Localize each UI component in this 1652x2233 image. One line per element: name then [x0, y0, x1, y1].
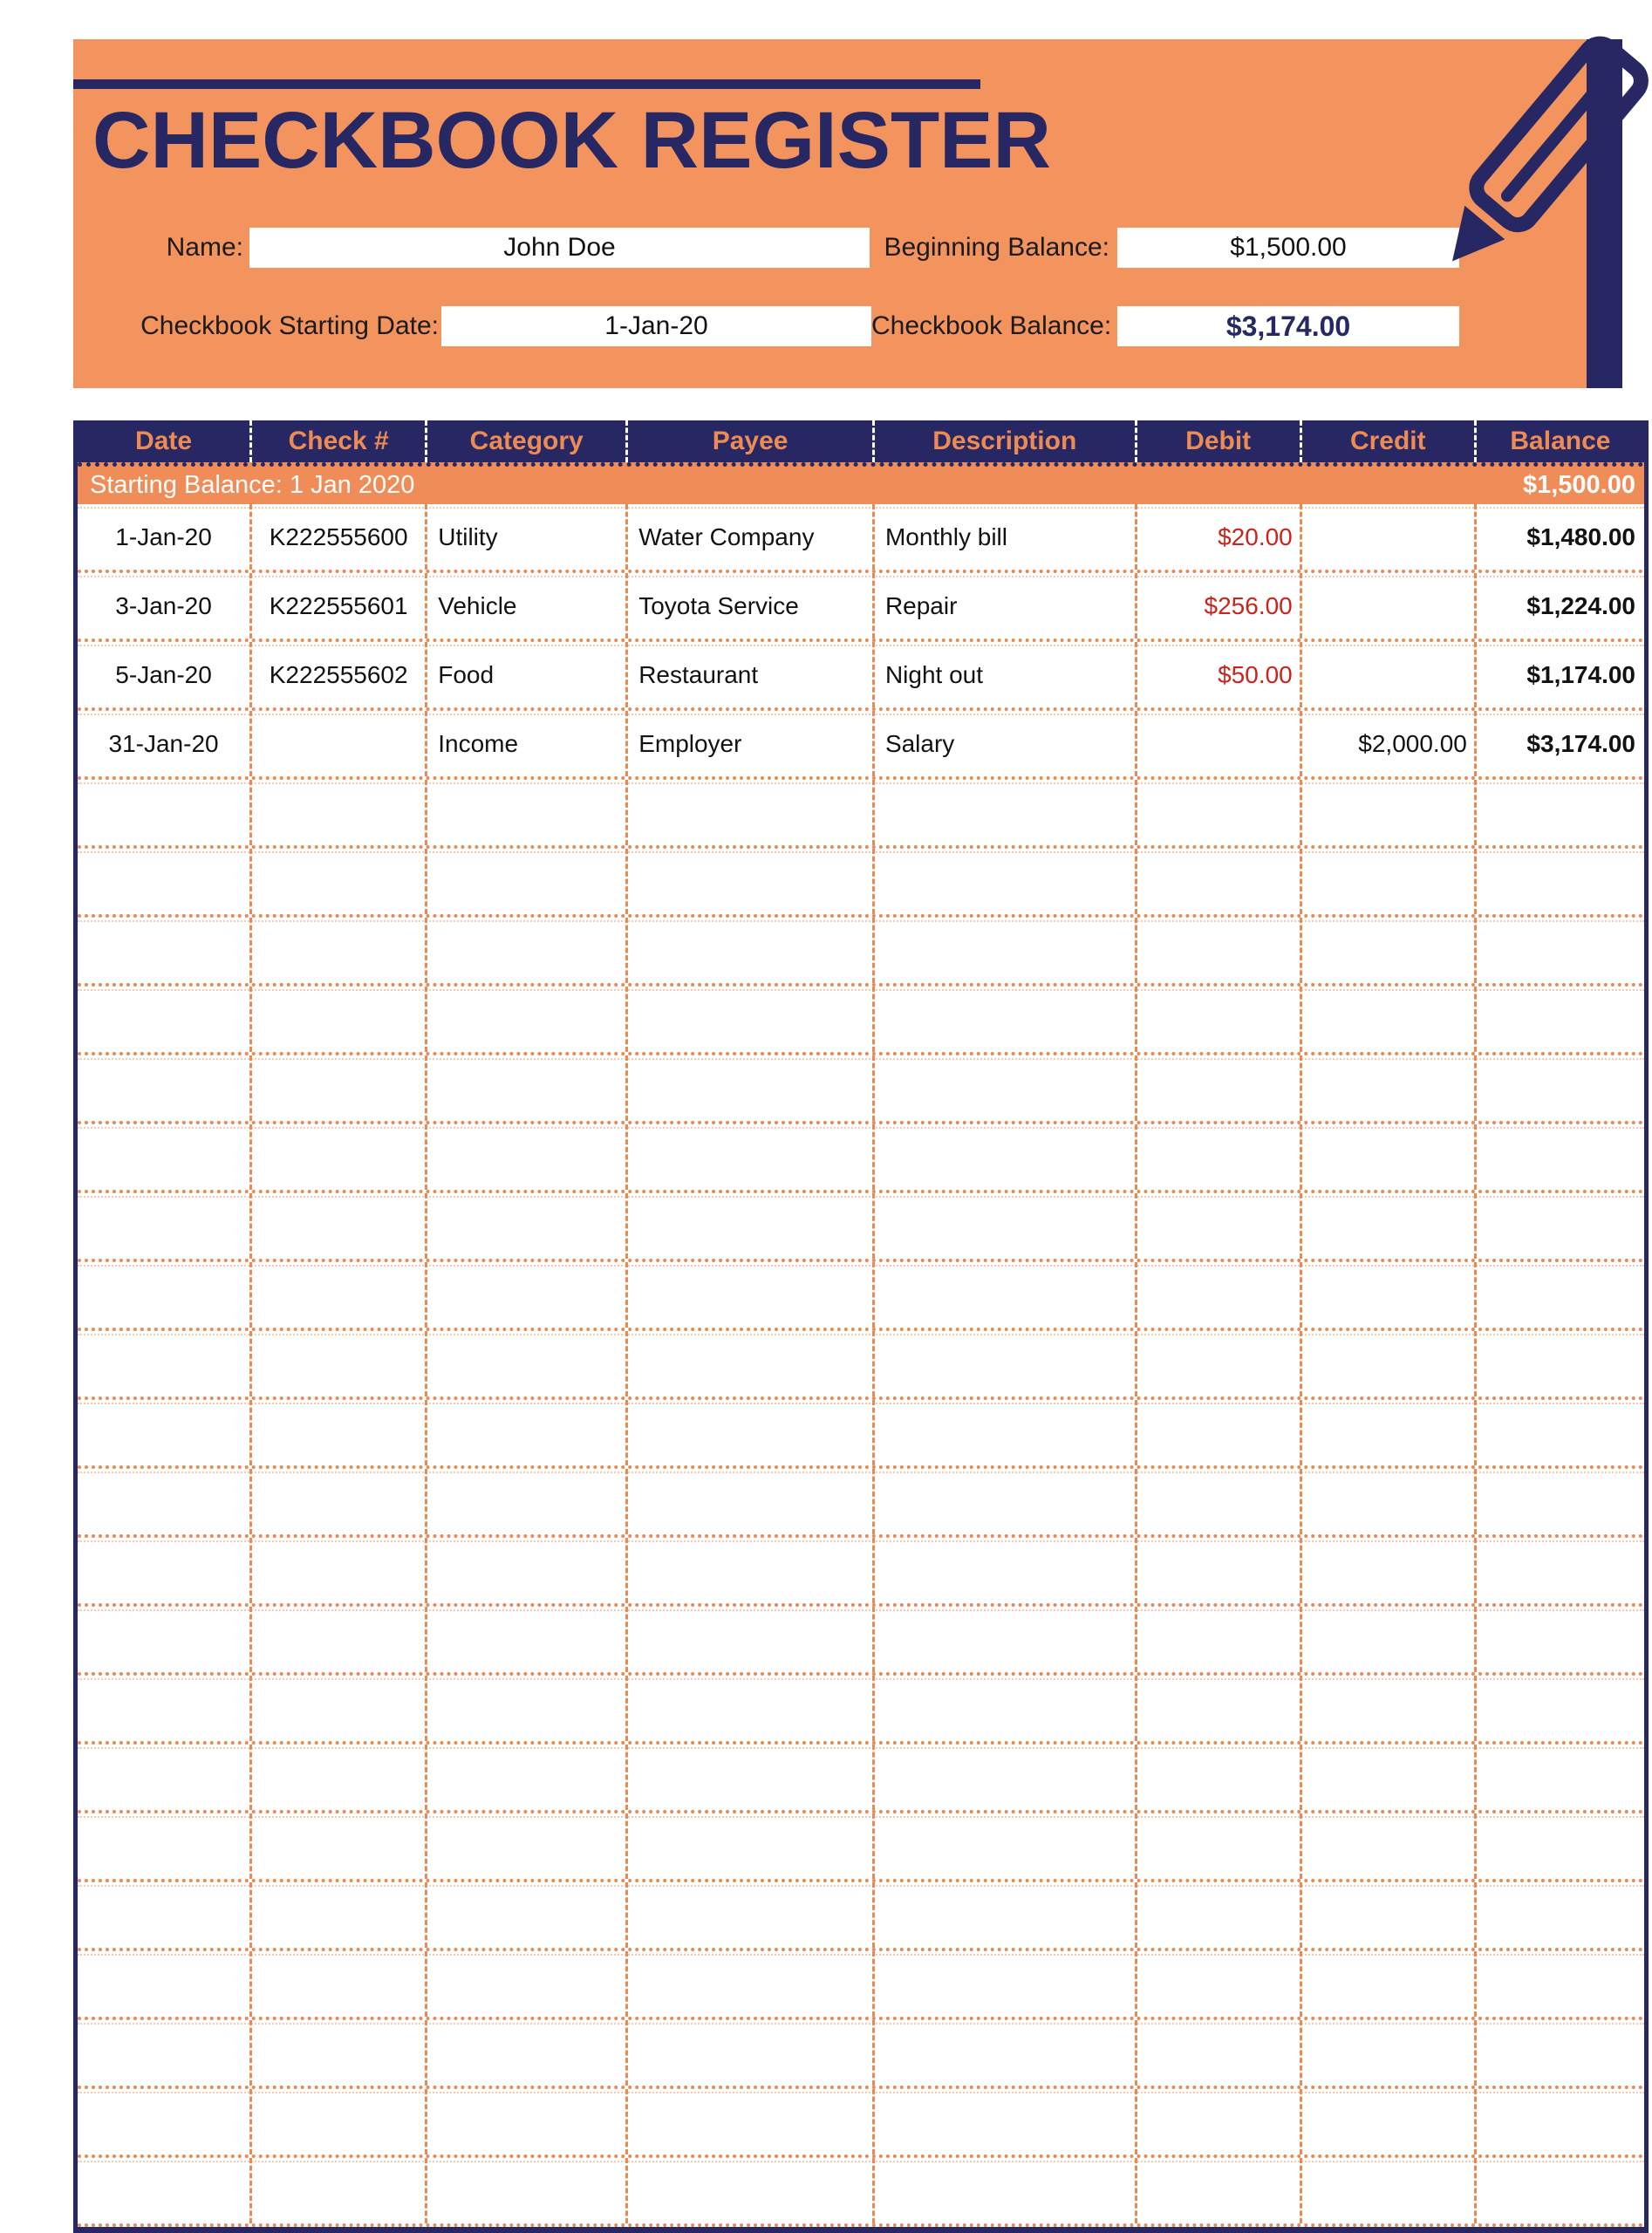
empty-debit-cell[interactable] [1135, 2089, 1300, 2154]
empty-payee-cell[interactable] [625, 1469, 872, 1534]
empty-balance-cell[interactable] [1474, 2089, 1644, 2154]
empty-register-row [78, 1538, 1644, 1607]
empty-register-row [78, 1124, 1644, 1193]
empty-date-cell[interactable] [78, 780, 249, 845]
empty-payee-cell[interactable] [625, 1676, 872, 1741]
empty-credit-cell[interactable] [1300, 780, 1474, 845]
check-cell[interactable] [249, 711, 425, 776]
beginning-balance-label: Beginning Balance: [884, 233, 1109, 262]
empty-category-cell[interactable] [425, 2158, 625, 2223]
description-cell[interactable]: Salary [872, 711, 1135, 776]
category-cell[interactable]: Vehicle [425, 573, 625, 638]
empty-check-cell[interactable] [249, 987, 425, 1052]
empty-debit-cell[interactable] [1135, 918, 1300, 983]
empty-payee-cell[interactable] [625, 2158, 872, 2223]
empty-category-cell[interactable] [425, 2089, 625, 2154]
empty-credit-cell[interactable] [1300, 1607, 1474, 1672]
description-cell[interactable]: Repair [872, 573, 1135, 638]
empty-category-cell[interactable] [425, 1882, 625, 1948]
empty-balance-cell[interactable] [1474, 1882, 1644, 1948]
empty-description-cell[interactable] [872, 918, 1135, 983]
empty-category-cell[interactable] [425, 1193, 625, 1259]
empty-payee-cell[interactable] [625, 1400, 872, 1465]
empty-credit-cell[interactable] [1300, 2020, 1474, 2086]
empty-debit-cell[interactable] [1135, 1538, 1300, 1603]
checkbook-balance-label: Checkbook Balance: [871, 311, 1112, 340]
empty-date-cell[interactable] [78, 1745, 249, 1810]
register-row [78, 711, 1644, 780]
empty-category-cell[interactable] [425, 849, 625, 914]
description-cell[interactable]: Monthly bill [872, 504, 1135, 570]
empty-category-cell[interactable] [425, 780, 625, 845]
empty-debit-cell[interactable] [1135, 1951, 1300, 2017]
empty-date-cell[interactable] [78, 1538, 249, 1603]
empty-date-cell[interactable] [78, 2020, 249, 2086]
column-header-credit: Credit [1300, 420, 1474, 462]
empty-check-cell[interactable] [249, 1400, 425, 1465]
table-header-row [78, 420, 1644, 462]
empty-debit-cell[interactable] [1135, 1124, 1300, 1190]
starting-balance-row [78, 462, 1644, 504]
checkbook-balance-field[interactable] [1117, 306, 1459, 346]
empty-description-cell[interactable] [872, 780, 1135, 845]
empty-payee-cell[interactable] [625, 987, 872, 1052]
empty-debit-cell[interactable] [1135, 1469, 1300, 1534]
empty-register-row [78, 1262, 1644, 1331]
empty-payee-cell[interactable] [625, 1882, 872, 1948]
empty-credit-cell[interactable] [1300, 849, 1474, 914]
empty-register-row [78, 918, 1644, 987]
empty-description-cell[interactable] [872, 2158, 1135, 2223]
payee-cell[interactable]: Toyota Service [625, 573, 872, 638]
empty-credit-cell[interactable] [1300, 2158, 1474, 2223]
empty-balance-cell[interactable] [1474, 849, 1644, 914]
empty-check-cell[interactable] [249, 1745, 425, 1810]
name-label: Name: [166, 233, 243, 262]
empty-description-cell[interactable] [872, 1882, 1135, 1948]
empty-check-cell[interactable] [249, 918, 425, 983]
payee-cell[interactable]: Restaurant [625, 642, 872, 707]
date-cell[interactable]: 5-Jan-20 [115, 660, 212, 688]
empty-description-cell[interactable] [872, 1951, 1135, 2017]
empty-check-cell[interactable] [249, 1951, 425, 2017]
empty-category-cell[interactable] [425, 1400, 625, 1465]
payee-cell[interactable]: Water Company [625, 504, 872, 570]
empty-register-row [78, 1331, 1644, 1400]
credit-cell[interactable] [1300, 573, 1474, 638]
empty-date-cell[interactable] [78, 2089, 249, 2154]
empty-credit-cell[interactable] [1300, 1745, 1474, 1810]
title-accent-bar [73, 79, 980, 89]
empty-date-cell[interactable] [78, 1607, 249, 1672]
empty-payee-cell[interactable] [625, 1951, 872, 2017]
empty-payee-cell[interactable] [625, 1124, 872, 1190]
debit-cell[interactable]: $50.00 [1135, 642, 1300, 707]
starting-balance-amount: $1,500.00 [1522, 471, 1635, 499]
empty-date-cell[interactable] [78, 1055, 249, 1121]
empty-register-row [78, 1676, 1644, 1745]
empty-payee-cell[interactable] [625, 1538, 872, 1603]
empty-debit-cell[interactable] [1135, 1262, 1300, 1328]
empty-category-cell[interactable] [425, 2020, 625, 2086]
empty-credit-cell[interactable] [1300, 2089, 1474, 2154]
empty-register-row [78, 1745, 1644, 1813]
empty-description-cell[interactable] [872, 1745, 1135, 1810]
starting-balance-text: Starting Balance: 1 Jan 2020 [90, 471, 415, 499]
empty-description-cell[interactable] [872, 2089, 1135, 2154]
register-row [78, 642, 1644, 711]
empty-credit-cell[interactable] [1300, 1124, 1474, 1190]
date-cell[interactable]: 1-Jan-20 [115, 522, 212, 550]
empty-check-cell[interactable] [249, 1055, 425, 1121]
empty-register-row [78, 780, 1644, 849]
empty-register-row [78, 1607, 1644, 1676]
empty-debit-cell[interactable] [1135, 1745, 1300, 1810]
empty-balance-cell[interactable] [1474, 1193, 1644, 1259]
empty-debit-cell[interactable] [1135, 1607, 1300, 1672]
check-cell[interactable]: K222555602 [249, 642, 425, 707]
empty-date-cell[interactable] [78, 849, 249, 914]
empty-category-cell[interactable] [425, 1055, 625, 1121]
balance-cell[interactable]: $3,174.00 [1474, 711, 1644, 776]
empty-description-cell[interactable] [872, 987, 1135, 1052]
empty-check-cell[interactable] [249, 1538, 425, 1603]
empty-credit-cell[interactable] [1300, 1055, 1474, 1121]
empty-credit-cell[interactable] [1300, 1882, 1474, 1948]
empty-date-cell[interactable] [78, 1193, 249, 1259]
credit-cell[interactable] [1300, 504, 1474, 570]
empty-date-cell[interactable] [78, 1676, 249, 1741]
empty-register-row [78, 2020, 1644, 2089]
register-row [78, 504, 1644, 573]
empty-debit-cell[interactable] [1135, 1331, 1300, 1396]
credit-cell[interactable]: $2,000.00 [1300, 711, 1474, 776]
empty-description-cell[interactable] [872, 1055, 1135, 1121]
empty-category-cell[interactable] [425, 1607, 625, 1672]
debit-cell[interactable]: $256.00 [1135, 573, 1300, 638]
empty-check-cell[interactable] [249, 1124, 425, 1190]
empty-payee-cell[interactable] [625, 2020, 872, 2086]
empty-category-cell[interactable] [425, 1538, 625, 1603]
balance-cell[interactable]: $1,480.00 [1474, 504, 1644, 570]
empty-balance-cell[interactable] [1474, 918, 1644, 983]
empty-credit-cell[interactable] [1300, 1262, 1474, 1328]
empty-credit-cell[interactable] [1300, 987, 1474, 1052]
category-cell[interactable]: Utility [425, 504, 625, 570]
empty-register-row [78, 849, 1644, 918]
empty-debit-cell[interactable] [1135, 1055, 1300, 1121]
empty-date-cell[interactable] [78, 1951, 249, 2017]
empty-payee-cell[interactable] [625, 1813, 872, 1879]
empty-debit-cell[interactable] [1135, 1813, 1300, 1879]
empty-category-cell[interactable] [425, 1124, 625, 1190]
debit-cell[interactable] [1135, 711, 1300, 776]
description-cell[interactable]: Night out [872, 642, 1135, 707]
empty-balance-cell[interactable] [1474, 1951, 1644, 2017]
empty-debit-cell[interactable] [1135, 1193, 1300, 1259]
register-row [78, 573, 1644, 642]
empty-category-cell[interactable] [425, 1262, 625, 1328]
empty-debit-cell[interactable] [1135, 1882, 1300, 1948]
empty-check-cell[interactable] [249, 1607, 425, 1672]
empty-description-cell[interactable] [872, 1262, 1135, 1328]
category-cell[interactable]: Food [425, 642, 625, 707]
name-value: John Doe [503, 233, 616, 262]
empty-debit-cell[interactable] [1135, 1676, 1300, 1741]
empty-date-cell[interactable] [78, 918, 249, 983]
empty-check-cell[interactable] [249, 1882, 425, 1948]
empty-description-cell[interactable] [872, 1469, 1135, 1534]
empty-credit-cell[interactable] [1300, 1676, 1474, 1741]
pencil-icon [1352, 19, 1570, 285]
starting-date-value: 1-Jan-20 [604, 311, 708, 340]
empty-debit-cell[interactable] [1135, 2020, 1300, 2086]
empty-category-cell[interactable] [425, 1469, 625, 1534]
empty-category-cell[interactable] [425, 1951, 625, 2017]
empty-balance-cell[interactable] [1474, 987, 1644, 1052]
empty-credit-cell[interactable] [1300, 1538, 1474, 1603]
empty-date-cell[interactable] [78, 987, 249, 1052]
date-cell[interactable]: 31-Jan-20 [108, 729, 219, 757]
empty-date-cell[interactable] [78, 2158, 249, 2223]
empty-date-cell[interactable] [78, 1262, 249, 1328]
empty-balance-cell[interactable] [1474, 1538, 1644, 1603]
empty-description-cell[interactable] [872, 1813, 1135, 1879]
empty-payee-cell[interactable] [625, 849, 872, 914]
empty-category-cell[interactable] [425, 1676, 625, 1741]
empty-description-cell[interactable] [872, 1124, 1135, 1190]
empty-description-cell[interactable] [872, 1193, 1135, 1259]
page-title: CHECKBOOK REGISTER [92, 96, 1051, 185]
empty-payee-cell[interactable] [625, 918, 872, 983]
column-header-category: Category [425, 420, 625, 462]
empty-register-row [78, 1400, 1644, 1469]
empty-check-cell[interactable] [249, 2158, 425, 2223]
balance-cell[interactable]: $1,224.00 [1474, 573, 1644, 638]
starting-date-input[interactable] [441, 306, 871, 346]
empty-credit-cell[interactable] [1300, 1469, 1474, 1534]
empty-check-cell[interactable] [249, 2020, 425, 2086]
empty-register-row [78, 1813, 1644, 1882]
empty-category-cell[interactable] [425, 918, 625, 983]
empty-debit-cell[interactable] [1135, 2158, 1300, 2223]
column-header-date: Date [135, 427, 193, 455]
empty-description-cell[interactable] [872, 2020, 1135, 2086]
check-cell[interactable]: K222555601 [249, 573, 425, 638]
empty-category-cell[interactable] [425, 1745, 625, 1810]
empty-balance-cell[interactable] [1474, 1262, 1644, 1328]
credit-cell[interactable] [1300, 642, 1474, 707]
empty-payee-cell[interactable] [625, 1745, 872, 1810]
table-body [78, 504, 1644, 2227]
empty-credit-cell[interactable] [1300, 1331, 1474, 1396]
empty-date-cell[interactable] [78, 1813, 249, 1879]
empty-balance-cell[interactable] [1474, 1469, 1644, 1534]
checkbook-balance-value: $3,174.00 [1225, 310, 1351, 342]
empty-balance-cell[interactable] [1474, 2020, 1644, 2086]
empty-balance-cell[interactable] [1474, 1813, 1644, 1879]
empty-description-cell[interactable] [872, 849, 1135, 914]
empty-credit-cell[interactable] [1300, 918, 1474, 983]
empty-register-row [78, 1882, 1644, 1951]
empty-register-row [78, 2089, 1644, 2158]
empty-credit-cell[interactable] [1300, 1193, 1474, 1259]
date-cell[interactable]: 3-Jan-20 [115, 591, 212, 619]
empty-register-row [78, 1055, 1644, 1124]
empty-payee-cell[interactable] [625, 2089, 872, 2154]
empty-payee-cell[interactable] [625, 780, 872, 845]
empty-description-cell[interactable] [872, 1607, 1135, 1672]
empty-register-row [78, 1469, 1644, 1538]
empty-payee-cell[interactable] [625, 1607, 872, 1672]
empty-balance-cell[interactable] [1474, 1124, 1644, 1190]
category-cell[interactable]: Income [425, 711, 625, 776]
empty-category-cell[interactable] [425, 987, 625, 1052]
empty-category-cell[interactable] [425, 1331, 625, 1396]
empty-description-cell[interactable] [872, 1676, 1135, 1741]
name-input[interactable] [249, 228, 870, 268]
empty-description-cell[interactable] [872, 1331, 1135, 1396]
empty-payee-cell[interactable] [625, 1331, 872, 1396]
empty-balance-cell[interactable] [1474, 1607, 1644, 1672]
empty-category-cell[interactable] [425, 1813, 625, 1879]
empty-date-cell[interactable] [78, 1400, 249, 1465]
column-header-description: Description [872, 420, 1135, 462]
empty-check-cell[interactable] [249, 1813, 425, 1879]
empty-balance-cell[interactable] [1474, 1055, 1644, 1121]
starting-date-label: Checkbook Starting Date: [140, 311, 439, 340]
empty-payee-cell[interactable] [625, 1193, 872, 1259]
empty-check-cell[interactable] [249, 2089, 425, 2154]
empty-balance-cell[interactable] [1474, 2158, 1644, 2223]
empty-check-cell[interactable] [249, 1262, 425, 1328]
empty-check-cell[interactable] [249, 849, 425, 914]
empty-date-cell[interactable] [78, 1331, 249, 1396]
empty-debit-cell[interactable] [1135, 1400, 1300, 1465]
empty-date-cell[interactable] [78, 1882, 249, 1948]
empty-check-cell[interactable] [249, 1193, 425, 1259]
empty-register-row [78, 987, 1644, 1055]
column-header-check: Check # [249, 420, 425, 462]
balance-cell[interactable]: $1,174.00 [1474, 642, 1644, 707]
empty-payee-cell[interactable] [625, 1262, 872, 1328]
column-header-balance: Balance [1474, 420, 1644, 462]
empty-check-cell[interactable] [249, 1676, 425, 1741]
empty-date-cell[interactable] [78, 1124, 249, 1190]
empty-credit-cell[interactable] [1300, 1813, 1474, 1879]
empty-date-cell[interactable] [78, 1469, 249, 1534]
column-header-debit: Debit [1135, 420, 1300, 462]
header-banner [73, 39, 1622, 388]
empty-credit-cell[interactable] [1300, 1951, 1474, 2017]
empty-check-cell[interactable] [249, 1469, 425, 1534]
empty-description-cell[interactable] [872, 1400, 1135, 1465]
debit-cell[interactable]: $20.00 [1135, 504, 1300, 570]
empty-description-cell[interactable] [872, 1538, 1135, 1603]
check-cell[interactable]: K222555600 [249, 504, 425, 570]
empty-balance-cell[interactable] [1474, 1400, 1644, 1465]
empty-check-cell[interactable] [249, 780, 425, 845]
empty-debit-cell[interactable] [1135, 780, 1300, 845]
empty-debit-cell[interactable] [1135, 849, 1300, 914]
empty-balance-cell[interactable] [1474, 1745, 1644, 1810]
empty-register-row [78, 2158, 1644, 2227]
beginning-balance-value: $1,500.00 [1230, 233, 1347, 262]
empty-balance-cell[interactable] [1474, 1331, 1644, 1396]
empty-register-row [78, 1951, 1644, 2020]
empty-balance-cell[interactable] [1474, 1676, 1644, 1741]
empty-debit-cell[interactable] [1135, 987, 1300, 1052]
column-header-payee: Payee [625, 420, 872, 462]
payee-cell[interactable]: Employer [625, 711, 872, 776]
empty-credit-cell[interactable] [1300, 1400, 1474, 1465]
empty-payee-cell[interactable] [625, 1055, 872, 1121]
empty-check-cell[interactable] [249, 1331, 425, 1396]
empty-balance-cell[interactable] [1474, 780, 1644, 845]
empty-register-row [78, 1193, 1644, 1262]
register-table [73, 420, 1649, 2233]
